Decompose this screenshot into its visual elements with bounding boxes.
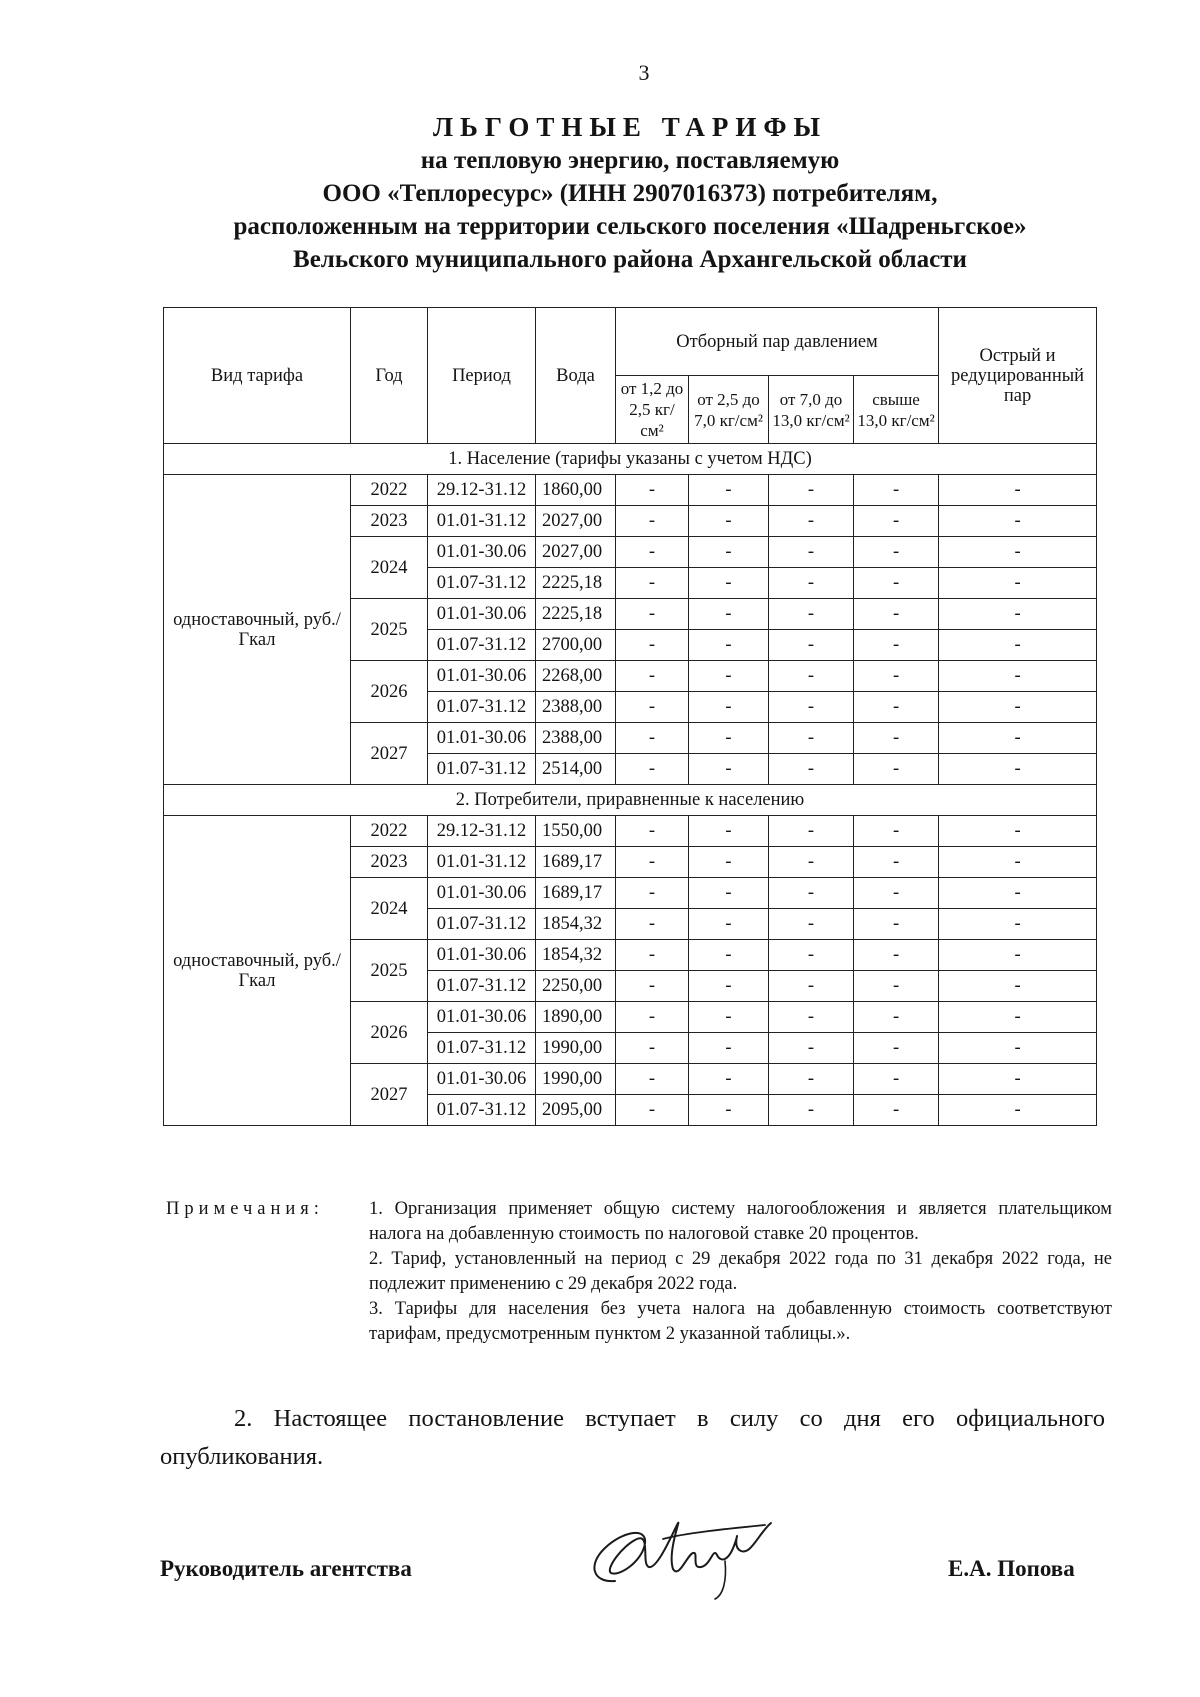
period-cell: 01.01-30.06 (428, 537, 536, 568)
dash-cell: - (769, 506, 854, 537)
water-cell: 1890,00 (536, 1002, 616, 1033)
dash-cell: - (689, 475, 769, 506)
period-cell: 01.07-31.12 (428, 754, 536, 785)
year-cell: 2025 (351, 599, 428, 661)
year-cell: 2024 (351, 878, 428, 940)
section-title: 2. Потребители, приравненные к населению (164, 785, 1097, 816)
dash-cell: - (939, 661, 1097, 692)
dash-cell: - (689, 1064, 769, 1095)
period-cell: 01.01-30.06 (428, 878, 536, 909)
water-cell: 2388,00 (536, 692, 616, 723)
dash-cell: - (769, 940, 854, 971)
period-cell: 01.01-30.06 (428, 1002, 536, 1033)
period-cell: 01.07-31.12 (428, 1095, 536, 1126)
dash-cell: - (769, 754, 854, 785)
dash-cell: - (616, 971, 689, 1002)
dash-cell: - (616, 661, 689, 692)
water-cell: 1990,00 (536, 1033, 616, 1064)
dash-cell: - (854, 630, 939, 661)
dash-cell: - (616, 537, 689, 568)
dash-cell: - (939, 537, 1097, 568)
dash-cell: - (854, 847, 939, 878)
dash-cell: - (854, 475, 939, 506)
dash-cell: - (689, 661, 769, 692)
period-cell: 01.01-31.12 (428, 847, 536, 878)
title-line-2: ООО «Теплоресурс» (ИНН 2907016373) потребителям, (322, 180, 938, 207)
water-cell: 2027,00 (536, 506, 616, 537)
dash-cell: - (616, 940, 689, 971)
dash-cell: - (939, 475, 1097, 506)
dash-cell: - (769, 971, 854, 1002)
year-cell: 2023 (351, 847, 428, 878)
dash-cell: - (939, 692, 1097, 723)
dash-cell: - (854, 506, 939, 537)
period-cell: 01.07-31.12 (428, 630, 536, 661)
dash-cell: - (854, 878, 939, 909)
dash-cell: - (616, 909, 689, 940)
dash-cell: - (616, 599, 689, 630)
dash-cell: - (616, 630, 689, 661)
dash-cell: - (616, 1033, 689, 1064)
year-cell: 2027 (351, 723, 428, 785)
dash-cell: - (689, 537, 769, 568)
header-pressure-2: от 2,5 до 7,0 кг/см² (689, 376, 769, 444)
dash-cell: - (939, 1064, 1097, 1095)
tariff-table (163, 307, 1097, 1126)
dash-cell: - (616, 754, 689, 785)
dash-cell: - (616, 1095, 689, 1126)
dash-cell: - (939, 909, 1097, 940)
table-row (164, 816, 1097, 847)
dash-cell: - (769, 878, 854, 909)
dash-cell: - (769, 475, 854, 506)
dash-cell: - (616, 1064, 689, 1095)
water-cell: 2027,00 (536, 537, 616, 568)
dash-cell: - (939, 630, 1097, 661)
signatory-name: Е.А. Попова (948, 1556, 1075, 1581)
dash-cell: - (939, 723, 1097, 754)
dash-cell: - (854, 909, 939, 940)
period-cell: 01.01-30.06 (428, 661, 536, 692)
dash-cell: - (689, 506, 769, 537)
dash-cell: - (769, 909, 854, 940)
section-title: 1. Население (тарифы указаны с учетом НДС) (164, 444, 1097, 475)
dash-cell: - (689, 754, 769, 785)
header-year: Год (351, 308, 428, 444)
dash-cell: - (689, 692, 769, 723)
signatory-role: Руководитель агентства (160, 1556, 412, 1581)
dash-cell: - (769, 1095, 854, 1126)
dash-cell: - (689, 599, 769, 630)
water-cell: 2388,00 (536, 723, 616, 754)
dash-cell: - (939, 1033, 1097, 1064)
year-cell: 2022 (351, 475, 428, 506)
dash-cell: - (939, 847, 1097, 878)
year-cell: 2022 (351, 816, 428, 847)
dash-cell: - (689, 1095, 769, 1126)
header-water: Вода (536, 308, 616, 444)
dash-cell: - (769, 630, 854, 661)
dash-cell: - (939, 506, 1097, 537)
dash-cell: - (769, 1002, 854, 1033)
dash-cell: - (769, 692, 854, 723)
dash-cell: - (854, 723, 939, 754)
dash-cell: - (689, 1033, 769, 1064)
dash-cell: - (689, 878, 769, 909)
header-pressure-3: от 7,0 до 13,0 кг/см² (769, 376, 854, 444)
effective-paragraph: 2. Настоящее постановление вступает в силу со дня его официального опубликования. (160, 1405, 1105, 1470)
tariff-type: одноставочный, руб./Гкал (164, 816, 351, 1126)
dash-cell: - (616, 692, 689, 723)
dash-cell: - (689, 909, 769, 940)
year-cell: 2024 (351, 537, 428, 599)
dash-cell: - (939, 816, 1097, 847)
year-cell: 2025 (351, 940, 428, 1002)
water-cell: 1990,00 (536, 1064, 616, 1095)
header-pressure-1: от 1,2 до 2,5 кг/см² (616, 376, 689, 444)
year-cell: 2027 (351, 1064, 428, 1126)
period-cell: 01.01-30.06 (428, 1064, 536, 1095)
water-cell: 1854,32 (536, 909, 616, 940)
period-cell: 01.07-31.12 (428, 1033, 536, 1064)
period-cell: 29.12-31.12 (428, 475, 536, 506)
dash-cell: - (689, 816, 769, 847)
water-cell: 2250,00 (536, 971, 616, 1002)
dash-cell: - (854, 816, 939, 847)
dash-cell: - (616, 475, 689, 506)
dash-cell: - (854, 1064, 939, 1095)
dash-cell: - (769, 1033, 854, 1064)
dash-cell: - (854, 940, 939, 971)
dash-cell: - (939, 754, 1097, 785)
notes-body (369, 1197, 1112, 1347)
period-cell: 01.07-31.12 (428, 692, 536, 723)
dash-cell: - (854, 692, 939, 723)
water-cell: 1860,00 (536, 475, 616, 506)
dash-cell: - (689, 568, 769, 599)
table-body (164, 444, 1097, 1126)
dash-cell: - (854, 754, 939, 785)
dash-cell: - (854, 971, 939, 1002)
dash-cell: - (939, 1002, 1097, 1033)
dash-cell: - (769, 847, 854, 878)
title-line-3: расположенным на территории сельского поселения «Шадреньгское» (233, 213, 1027, 240)
period-cell: 01.01-31.12 (428, 506, 536, 537)
water-cell: 2225,18 (536, 568, 616, 599)
year-cell: 2026 (351, 1002, 428, 1064)
water-cell: 1689,17 (536, 878, 616, 909)
dash-cell: - (616, 878, 689, 909)
header-tariff-type: Вид тарифа (164, 308, 351, 444)
dash-cell: - (854, 1033, 939, 1064)
dash-cell: - (616, 1002, 689, 1033)
water-cell: 2225,18 (536, 599, 616, 630)
period-cell: 01.01-30.06 (428, 940, 536, 971)
dash-cell: - (689, 723, 769, 754)
dash-cell: - (689, 1002, 769, 1033)
period-cell: 01.07-31.12 (428, 909, 536, 940)
handwritten-signature (575, 1503, 780, 1603)
year-cell: 2026 (351, 661, 428, 723)
dash-cell: - (689, 847, 769, 878)
water-cell: 1550,00 (536, 816, 616, 847)
period-cell: 01.07-31.12 (428, 971, 536, 1002)
dash-cell: - (854, 661, 939, 692)
period-cell: 01.01-30.06 (428, 723, 536, 754)
water-cell: 2095,00 (536, 1095, 616, 1126)
notes-label: Примечания: (166, 1199, 324, 1219)
water-cell: 1854,32 (536, 940, 616, 971)
table-row (164, 475, 1097, 506)
dash-cell: - (939, 878, 1097, 909)
title-line-1: на тепловую энергию, поставляемую (420, 147, 840, 174)
dash-cell: - (854, 1095, 939, 1126)
dash-cell: - (769, 816, 854, 847)
note-item: 1. Организация применяет общую систему налогообложения и является плательщиком налога на добавленную стоимость по налоговой ставке 20 процентов. (369, 1199, 1112, 1244)
header-sharp-steam: Острый и редуцированный пар (939, 308, 1097, 444)
year-cell: 2023 (351, 506, 428, 537)
dash-cell: - (689, 940, 769, 971)
dash-cell: - (616, 506, 689, 537)
dash-cell: - (616, 568, 689, 599)
dash-cell: - (854, 537, 939, 568)
note-item: 3. Тарифы для населения без учета налога на добавленную стоимость соответствуют тарифам, предусмотренным пунктом 2 указанной таблицы.». (369, 1299, 1112, 1344)
dash-cell: - (939, 1095, 1097, 1126)
period-cell: 01.07-31.12 (428, 568, 536, 599)
header-steam: Отборный пар давлением (616, 308, 939, 376)
water-cell: 2268,00 (536, 661, 616, 692)
water-cell: 1689,17 (536, 847, 616, 878)
period-cell: 01.01-30.06 (428, 599, 536, 630)
page-number: 3 (638, 60, 650, 85)
dash-cell: - (939, 971, 1097, 1002)
dash-cell: - (616, 816, 689, 847)
period-cell: 29.12-31.12 (428, 816, 536, 847)
title-line-4: Вельского муниципального района Архангельской области (293, 246, 967, 273)
header-period: Период (428, 308, 536, 444)
dash-cell: - (769, 661, 854, 692)
dash-cell: - (769, 723, 854, 754)
title-heading: ЛЬГОТНЫЕ ТАРИФЫ (432, 112, 828, 142)
dash-cell: - (939, 568, 1097, 599)
dash-cell: - (854, 568, 939, 599)
water-cell: 2514,00 (536, 754, 616, 785)
dash-cell: - (616, 723, 689, 754)
dash-cell: - (769, 599, 854, 630)
dash-cell: - (689, 630, 769, 661)
water-cell: 2700,00 (536, 630, 616, 661)
dash-cell: - (769, 537, 854, 568)
document-title (160, 110, 1100, 276)
dash-cell: - (939, 940, 1097, 971)
dash-cell: - (854, 599, 939, 630)
tariff-type: одноставочный, руб./Гкал (164, 475, 351, 785)
dash-cell: - (939, 599, 1097, 630)
dash-cell: - (616, 847, 689, 878)
dash-cell: - (854, 1002, 939, 1033)
dash-cell: - (769, 1064, 854, 1095)
dash-cell: - (769, 568, 854, 599)
header-pressure-4: свыше 13,0 кг/см² (854, 376, 939, 444)
note-item: 2. Тариф, установленный на период с 29 декабря 2022 года по 31 декабря 2022 года, не подлежит применению с 29 декабря 2022 года. (369, 1249, 1112, 1294)
dash-cell: - (689, 971, 769, 1002)
